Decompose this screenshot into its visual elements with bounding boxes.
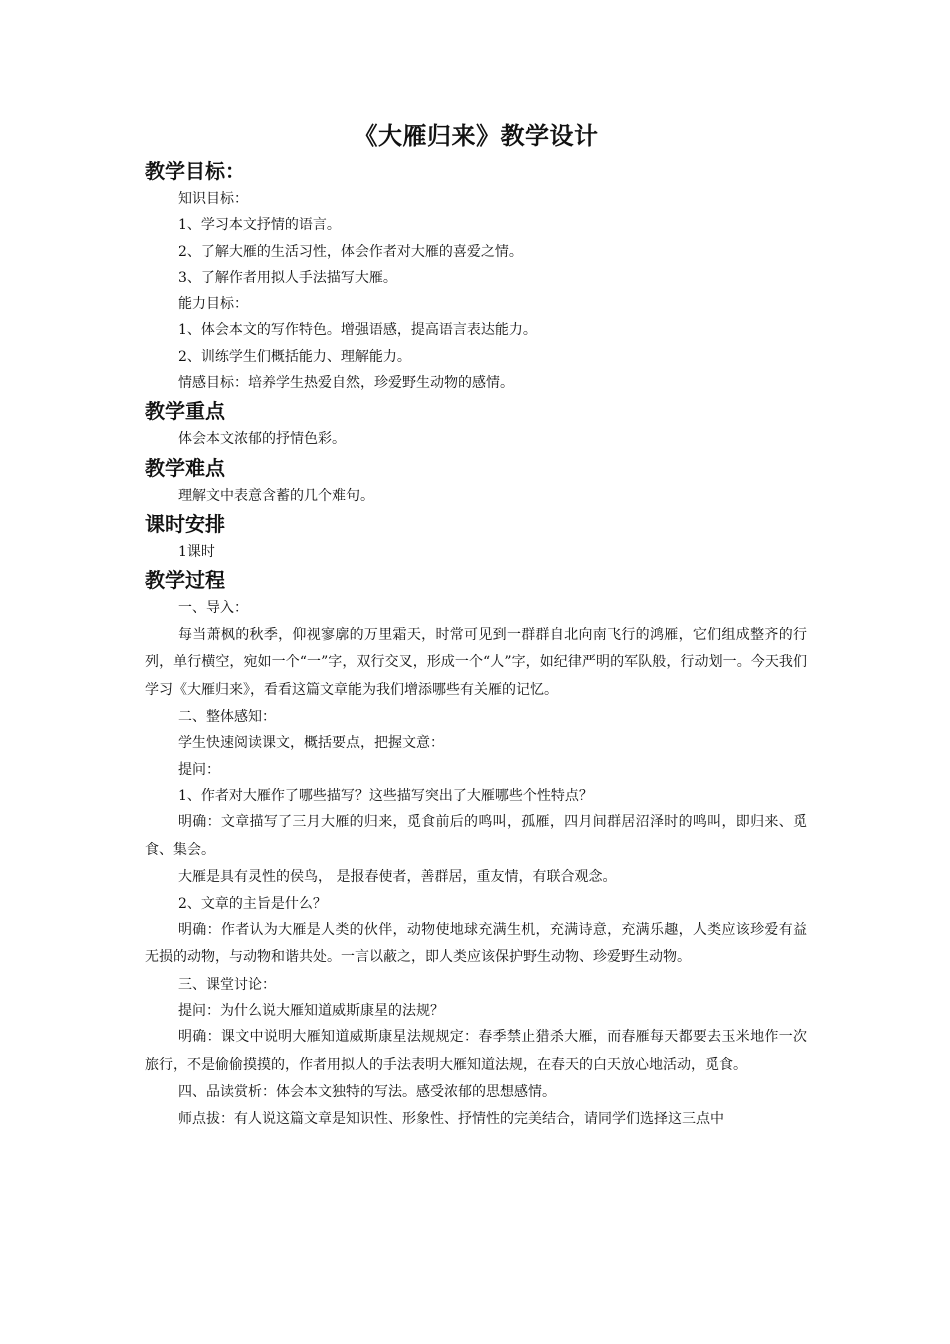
page-title: 《大雁归来》教学设计 — [353, 122, 599, 150]
section-heading-objectives: 教学目标： — [145, 159, 245, 183]
objective-line: 2、训练学生们概括能力、理解能力。 — [178, 348, 411, 365]
objective-line: 3、了解作者用拟人手法描写大雁。 — [178, 269, 397, 286]
process-paragraph: 每当萧枫的秋季，仰视寥廓的万里霜天，时常可见到一群群自北向南飞行的鸿雁，它们组成整齐的行列，单行横空，宛如一个“一”字，双行交叉，形成一个“人”字，如纪律严明的军队般，行动划一。今天我们学习《大雁归来》，看看这篇文章能为我们增添哪些有关雁的记忆。 — [145, 626, 807, 698]
process-paragraph: 明确：文章描写了三月大雁的归来，觅食前后的鸣叫，孤雁，四月间群居沼泽时的鸣叫，即归来、觅食、集会。 — [145, 814, 807, 858]
process-paragraph: 学生快速阅读课文，概括要点，把握文意： — [178, 735, 444, 752]
document-page — [145, 118, 807, 1132]
section-heading-schedule: 课时安排 — [145, 511, 225, 536]
process-paragraph: 大雁是具有灵性的侯鸟， 是报春使者，善群居，重友情，有联合观念。 — [178, 869, 617, 886]
section-heading-process: 教学过程 — [145, 568, 225, 593]
process-paragraph: 2、文章的主旨是什么？ — [178, 895, 327, 912]
process-paragraph: 四、品读赏析：体会本文独特的写法。感受浓郁的思想感情。 — [178, 1084, 556, 1101]
schedule-text: 1课时 — [178, 543, 215, 560]
process-paragraph: 明确：课文中说明大雁知道威斯康星法规规定：春季禁止猎杀大雁，而春雁每天都要去玉米地作一次旅行，不是偷偷摸摸的，作者用拟人的手法表明大雁知道法规，在春天的白天放心地活动，觅食。 — [145, 1029, 807, 1073]
objective-line: 2、了解大雁的生活习性，体会作者对大雁的喜爱之情。 — [178, 243, 523, 260]
process-paragraph: 三、课堂讨论： — [178, 976, 276, 993]
objective-line: 情感目标：培养学生热爱自然，珍爱野生动物的感情。 — [178, 375, 514, 392]
key-points-text: 体会本文浓郁的抒情色彩。 — [178, 431, 346, 448]
process-paragraph: 一、导入： — [178, 600, 248, 617]
difficulties-text: 理解文中表意含蓄的几个难句。 — [178, 487, 374, 504]
section-heading-key-points: 教学重点 — [145, 399, 225, 424]
process-paragraph: 明确：作者认为大雁是人类的伙伴，动物使地球充满生机，充满诗意，充满乐趣，人类应该珍爱有益无损的动物，与动物和谐共处。一言以蔽之，即人类应该保护野生动物、珍爱野生动物。 — [145, 921, 807, 966]
objective-line: 1、体会本文的写作特色。增强语感，提高语言表达能力。 — [178, 322, 537, 339]
process-paragraph: 提问： — [178, 761, 220, 778]
section-heading-difficulties: 教学难点 — [145, 455, 225, 480]
process-paragraph: 1、作者对大雁作了哪些描写？这些描写突出了大雁哪些个性特点？ — [178, 787, 593, 804]
objective-line: 1、学习本文抒情的语言。 — [178, 217, 341, 234]
objective-line: 能力目标： — [178, 296, 248, 313]
process-paragraph: 提问：为什么说大雁知道威斯康星的法规？ — [178, 1003, 444, 1020]
process-paragraph: 二、整体感知： — [178, 709, 276, 726]
objective-line: 知识目标： — [178, 191, 248, 207]
process-paragraph: 师点拔：有人说这篇文章是知识性、形象性、抒情性的完美结合，请同学们选择这三点中 — [178, 1110, 724, 1127]
